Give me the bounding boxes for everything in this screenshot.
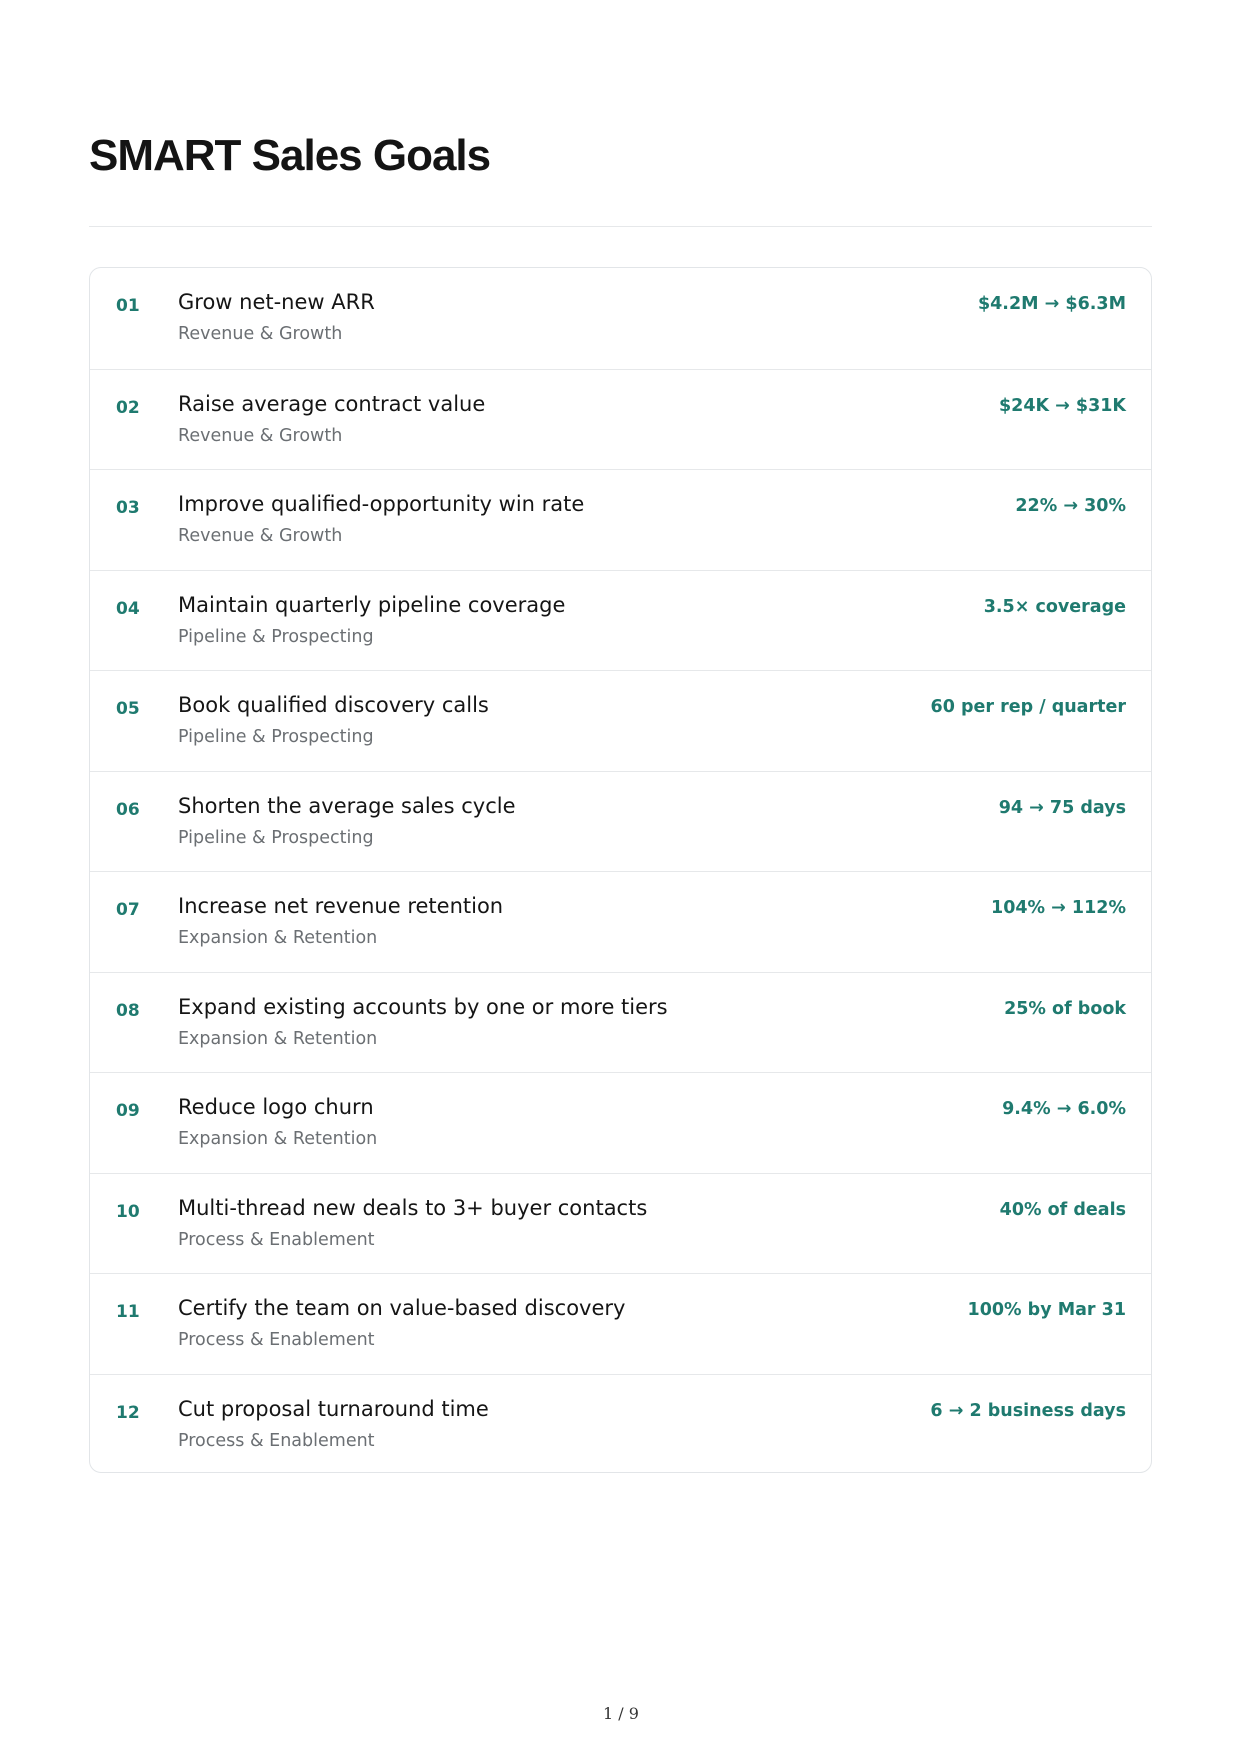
goal-target: $24K → $31K xyxy=(998,395,1126,416)
goal-row xyxy=(90,1072,1151,1173)
goal-title: Certify the team on value-based discovery xyxy=(178,1296,626,1320)
goal-target: 9.4% → 6.0% xyxy=(1002,1099,1126,1119)
goal-row xyxy=(90,670,1151,771)
goal-target: 104% → 112% xyxy=(991,898,1126,918)
goal-category: Pipeline & Prospecting xyxy=(178,827,374,848)
goal-target: 94 → 75 days xyxy=(998,797,1126,818)
goal-number: 11 xyxy=(116,1302,140,1322)
goal-title: Book qualified discovery calls xyxy=(178,693,489,717)
goal-title: Reduce logo churn xyxy=(178,1095,374,1119)
goal-number: 07 xyxy=(116,900,140,920)
page-title: SMART Sales Goals xyxy=(89,131,491,180)
goal-number: 01 xyxy=(116,296,140,316)
goal-title: Grow net-new ARR xyxy=(178,290,375,314)
goal-number: 03 xyxy=(116,498,140,518)
goal-number: 04 xyxy=(116,598,140,619)
goal-row xyxy=(90,871,1151,972)
goal-row xyxy=(90,1273,1151,1374)
goal-title: Improve qualified-opportunity win rate xyxy=(178,492,585,516)
goal-row xyxy=(90,369,1151,470)
goal-title: Expand existing accounts by one or more tiers xyxy=(178,994,668,1019)
goal-target: 25% of book xyxy=(1004,998,1126,1019)
goal-category: Pipeline & Prospecting xyxy=(178,727,374,747)
goal-list xyxy=(89,267,1152,1473)
goal-category: Expansion & Retention xyxy=(178,928,378,948)
goal-row xyxy=(90,1173,1151,1274)
goal-title: Maintain quarterly pipeline coverage xyxy=(178,592,566,617)
goal-category: Revenue & Growth xyxy=(178,425,343,446)
goal-title: Shorten the average sales cycle xyxy=(178,793,516,818)
goal-title: Increase net revenue retention xyxy=(178,894,504,918)
goal-category: Pipeline & Prospecting xyxy=(178,626,374,647)
goal-target: 22% → 30% xyxy=(1015,496,1126,516)
goal-number: 10 xyxy=(116,1201,140,1222)
goal-row xyxy=(90,469,1151,570)
goal-title: Raise average contract value xyxy=(178,391,486,416)
goal-row xyxy=(90,1374,1151,1474)
goal-target: 100% by Mar 31 xyxy=(967,1300,1126,1320)
goal-row xyxy=(90,972,1151,1073)
goal-number: 08 xyxy=(116,1000,140,1021)
goal-title: Cut proposal turnaround time xyxy=(178,1396,489,1421)
goal-target: $4.2M → $6.3M xyxy=(977,294,1126,314)
goal-category: Revenue & Growth xyxy=(178,526,343,546)
goal-category: Revenue & Growth xyxy=(178,324,343,344)
goal-target: 3.5× coverage xyxy=(983,596,1126,617)
title-divider xyxy=(89,226,1152,227)
goal-category: Expansion & Retention xyxy=(178,1028,378,1049)
goal-number: 12 xyxy=(116,1402,140,1423)
goal-target: 60 per rep / quarter xyxy=(930,697,1126,717)
goal-row xyxy=(90,268,1151,369)
goal-category: Process & Enablement xyxy=(178,1330,375,1350)
goal-number: 05 xyxy=(116,699,140,719)
goal-number: 06 xyxy=(116,799,140,820)
goal-category: Process & Enablement xyxy=(178,1430,375,1451)
page-indicator: 1 / 9 xyxy=(603,1704,639,1723)
goal-target: 6 → 2 business days xyxy=(930,1400,1126,1421)
goal-number: 09 xyxy=(116,1101,140,1121)
goal-row xyxy=(90,771,1151,872)
goal-number: 02 xyxy=(116,397,140,418)
goal-target: 40% of deals xyxy=(999,1199,1126,1220)
goal-category: Process & Enablement xyxy=(178,1229,375,1250)
goal-category: Expansion & Retention xyxy=(178,1129,378,1149)
goal-title: Multi-thread new deals to 3+ buyer contacts xyxy=(178,1195,648,1220)
goal-row xyxy=(90,570,1151,671)
